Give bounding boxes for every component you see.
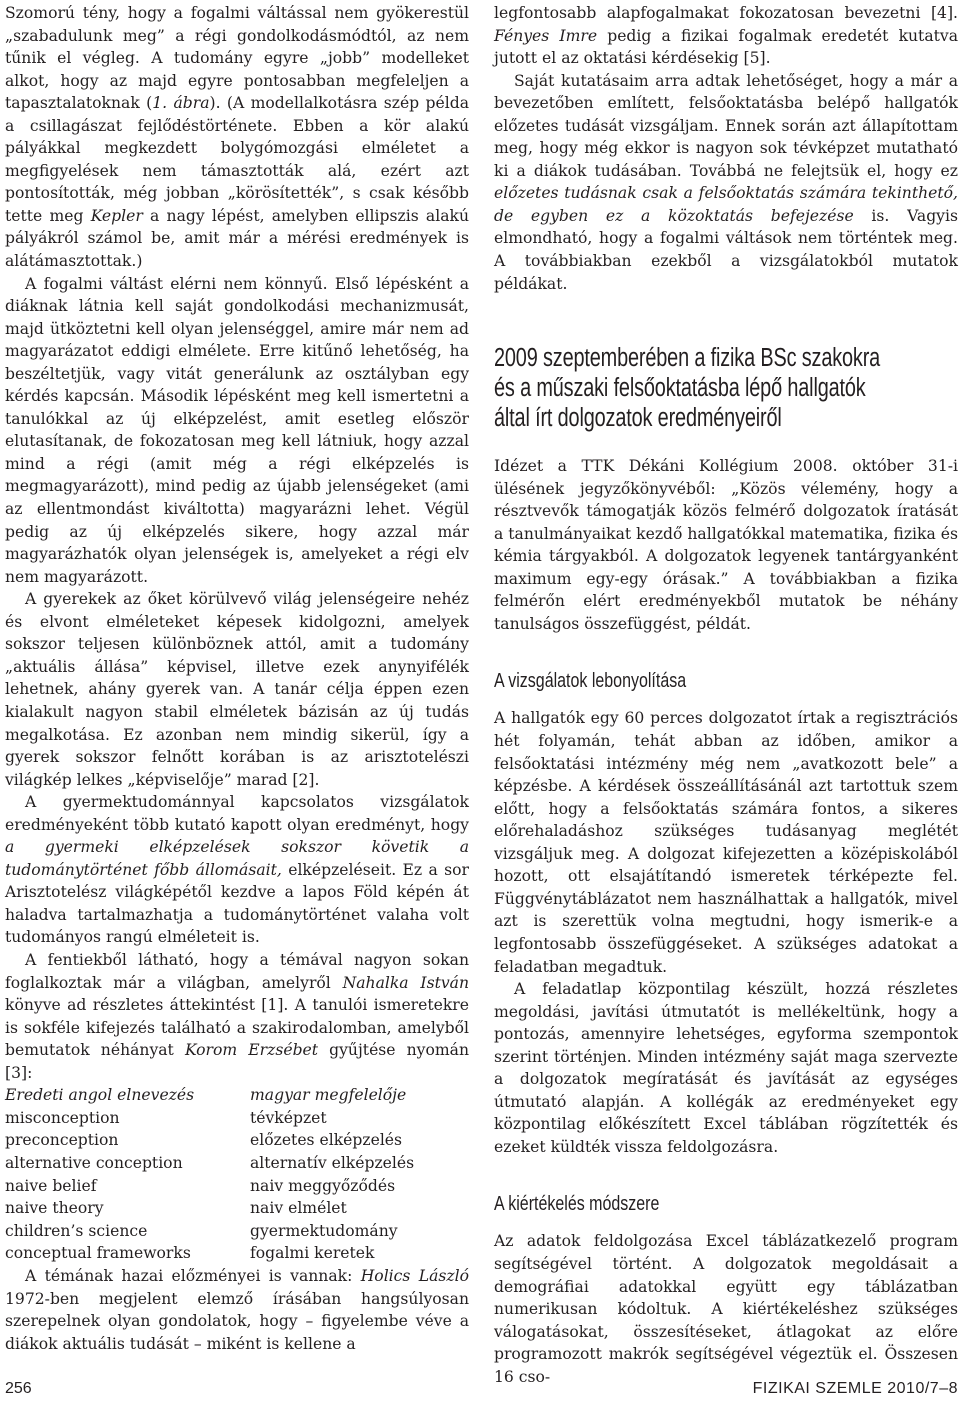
paragraph: A feladatlap központilag készült, hozzá részletes megoldási, javítási útmutatót is mellékeltünk, hogy a pontozás, amennyire lehetséges, egyforma szempontok szerint történjen. Minden intézmény saját maga szervezte a dolgozatok megíratását és javítását az egységes útmutató alapján. A kollégák az eredményeket egy központilag előkészített Excel táblában rögzítették és ezeket küldték vissza feldolgozásra. xyxy=(494,980,958,1156)
paragraph: A fentiekből látható, hogy a témával nagyon sokan foglalkoztak már a világban, amelyről Nahalka István könyve ad részletes áttekintést [1]. A tanulói ismeretekre is sokféle kifejezés található a szakirodalomban, amelyből bemutatok néhányat Korom Erzsébet gyűjtése nyomán [3]: xyxy=(5,950,469,1082)
table-row xyxy=(5,1220,469,1243)
table-cell: preconception xyxy=(5,1131,119,1150)
subsection-heading: A kiértékelés módszere xyxy=(494,1193,660,1216)
paragraph: A gyerekek az őket körülvevő világ jelenségeire nehéz és elvont elméleteket képesek kidolgozni, amelyek sokszor teljesen különböznek attól, amit a tudomány „aktuális állása” képvisel, illetve ezek anynyifélék lehetnek, ahány gyerek van. A tanár célja éppen ezen kialakult nagyon stabil elméletek bázisán az új tudás megalkotása. Ez azonban nem mindig sikerül, így a gyerek sokszor felnőtt korában is az arisztotelészi világkép lelkes „képviselője” marad [2]. xyxy=(5,590,469,789)
paragraph: A gyermektudománnyal kapcsolatos vizsgálatok eredményeként több kutató kapott olyan eredményt, hogy a gyermeki elképzelések sokszor követik a tudománytörténet főbb állomásait, elképzeléseit. Ez a sor Arisztotelész világképétől kezdve a lapos Föld képén át haladva tartalmazhatja a tudománytörténet valaha volt tudományos rangú elméleteit is. xyxy=(5,793,469,947)
table-cell: gyermektudomány xyxy=(250,1221,398,1240)
table-row xyxy=(5,1107,469,1130)
right-column xyxy=(494,2,958,1388)
table-cell: alternative conception xyxy=(5,1154,183,1173)
paragraph: A fogalmi váltást elérni nem könnyű. Első lépésként a diáknak látnia kell saját gondolkodási mechanizmusát, majd ütköztetni kell olyan jelenséggel, amire már nem ad magyarázatot eddigi elmélete. Erre kitűnő lehetőség, ha beszéltetjük, vagy vitát generálunk az osztályban egy kérdés kapcsán. Második lépésként meg kell ismertetni a tanulókkal az új elképzelést, amit esetleg először elutasítanak, de fokozatosan meg kell látniuk, hogy azzal mind a régi (amit még a régi elképzelés is megmagyarázott), mind pedig az újabb jelenségeket (ami az ellentmondást kiváltotta) magyarázni lehet. Végül pedig az új elképzelés sikere, hogy azzal már magyarázhatók olyan jelenségek is, amelyeket a régi elv nem magyarázott. xyxy=(5,274,469,586)
table-cell: misconception xyxy=(5,1108,120,1127)
table-row xyxy=(5,1242,469,1265)
table-cell: naiv meggyőződés xyxy=(250,1176,396,1195)
table-cell: naiv elmélet xyxy=(250,1199,347,1218)
table-cell: előzetes elképzelés xyxy=(250,1131,403,1150)
table-cell: alternatív elképzelés xyxy=(250,1154,415,1173)
paragraph: Saját kutatásaim arra adtak lehetőséget, hogy a már a bevezetőben említett, felsőoktatásba belépő hallgatók előzetes tudását vizsgáljam. Ennek során azt állapítottam meg, hogy még ekkor is nagyon sok tévképzet mutatható ki a diákok tudásában. Továbbá ne felejtsük el, hogy ez előzetes tudásnak csak a felsőoktatás számára tekinthető, de egyben ez a közoktatás befejezése is. Vagyis elmondható, hogy a fogalmi váltások nem történtek meg. A továbbiakban ezekből a vizsgálatokból mutatok példákat. xyxy=(494,71,958,293)
paragraph: A hallgatók egy 60 perces dolgozatot írtak a regisztrációs hét folyamán, tehát abban az időben, amikor a felsőoktatási intézmény még nem „avatkozott bele” a képzésbe. A kérdések összeállításánál azt tartottuk szem előtt, hogy a felsőoktatás számára fontos, a sikeres előrehaladáshoz szükséges tudásanyag meglétét vizsgáljuk meg. A dolgozat kifejezetten a középiskolából hozott, ott elsajátítandó ismeretek térképezte fel. Függvénytáblázatot nem használhattak a hallgatók, mivel azt is szerettük volna megtudni, hogy ismerik-e a legfontosabb összefüggéseket. A szükséges adatokat a feladatban megadtuk. xyxy=(494,709,958,976)
paragraph: Idézet a TTK Dékáni Kollégium 2008. október 31-i ülésének jegyzőkönyvéből: „Közös vélemény, hogy a résztvevők támogatják közös felmérő dolgozatok íratását a tanulmányaikat kezdő hallgatókkal matematika, fizika és kémia tárgyakból. A dolgozatok legyenek tantárgyanként maximum egy-egy órásak.” A továbbiakban a fizika felmérőn elért eredményekből mutatok be néhány tanulságos összefüggést, példát. xyxy=(494,457,958,633)
table-cell: naive theory xyxy=(5,1199,104,1218)
table-row xyxy=(5,1152,469,1175)
paragraph: A témának hazai előzményei is vannak: Holics László 1972-ben megjelent elemző írásában hangsúlyosan szerepelnek olyan gondolatok, hogy – figyelembe véve a diákok aktuális tudását – miként is kellene a xyxy=(5,1267,470,1353)
table-cell: tévképzet xyxy=(250,1108,327,1127)
table-cell: children’s science xyxy=(5,1221,148,1240)
journal-name: FIZIKAI SZEMLE 2010/7–8 xyxy=(752,1380,958,1397)
page-footer xyxy=(0,1380,960,1402)
section-heading: 2009 szeptemberében a fizika BSc szakokra és a műszaki felsőoktatásba lépő hallgatók által írt dolgozatok eredményeiről xyxy=(494,344,881,433)
table-cell: fogalmi keretek xyxy=(250,1244,375,1263)
paragraph: Az adatok feldolgozása Excel táblázatkezelő program segítségével történt. A dolgozatok megoldásait a demográfiai adatokkal együtt egy táblázatban numerikusan kódoltuk. A kiértékeléshez szükséges válogatásokat, összesítéseket, átlagokat az előre programozott makrók segítségével végeztük el. Összesen 16 cso- xyxy=(494,1232,958,1386)
paragraph: Szomorú tény, hogy a fogalmi váltással nem gyökerestül „szabadulunk meg” a régi gondolkodásmódtól, az nem tűnik el végleg. A tudomány egyre „jobb” modelleket alkot, hogy az majd egyre pontosabban megfeleljen a tapasztalatoknak (1. ábra). (A modellalkotásra szép példa a csillagászat fejlődéstörténete. Ebben a kör alakú pályákkal megkezdett bolygómozgási elméletet a megfigyelések nem támasztották alá, ezért azt pontosították, még jobban „körösítették”, s csak később tette meg Kepler a nagy lépést, amelyben ellipszis alakú pályákról számol be, amit már a mérési eredmények is alátámasztottak.) xyxy=(5,4,469,271)
page-number: 256 xyxy=(5,1380,32,1397)
table-row xyxy=(5,1197,469,1220)
table-row xyxy=(5,1129,469,1152)
table-header-cell: Eredeti angol elnevezés xyxy=(5,1086,195,1105)
table-cell: naive belief xyxy=(5,1176,97,1195)
subsection-heading: A vizsgálatok lebonyolítása xyxy=(494,670,687,693)
table-header-row xyxy=(5,1084,469,1107)
paragraph: legfontosabb alapfogalmakat fokozatosan bevezetni [4]. Fényes Imre pedig a fizikai fogalmak eredetét kutatva jutott el az oktatási kérdésekig [5]. xyxy=(494,4,958,68)
left-column xyxy=(5,2,469,1355)
table-header-cell: magyar megfelelője xyxy=(250,1086,407,1105)
table-row xyxy=(5,1175,469,1198)
terms-table xyxy=(5,1084,469,1265)
table-cell: conceptual frameworks xyxy=(5,1244,191,1263)
